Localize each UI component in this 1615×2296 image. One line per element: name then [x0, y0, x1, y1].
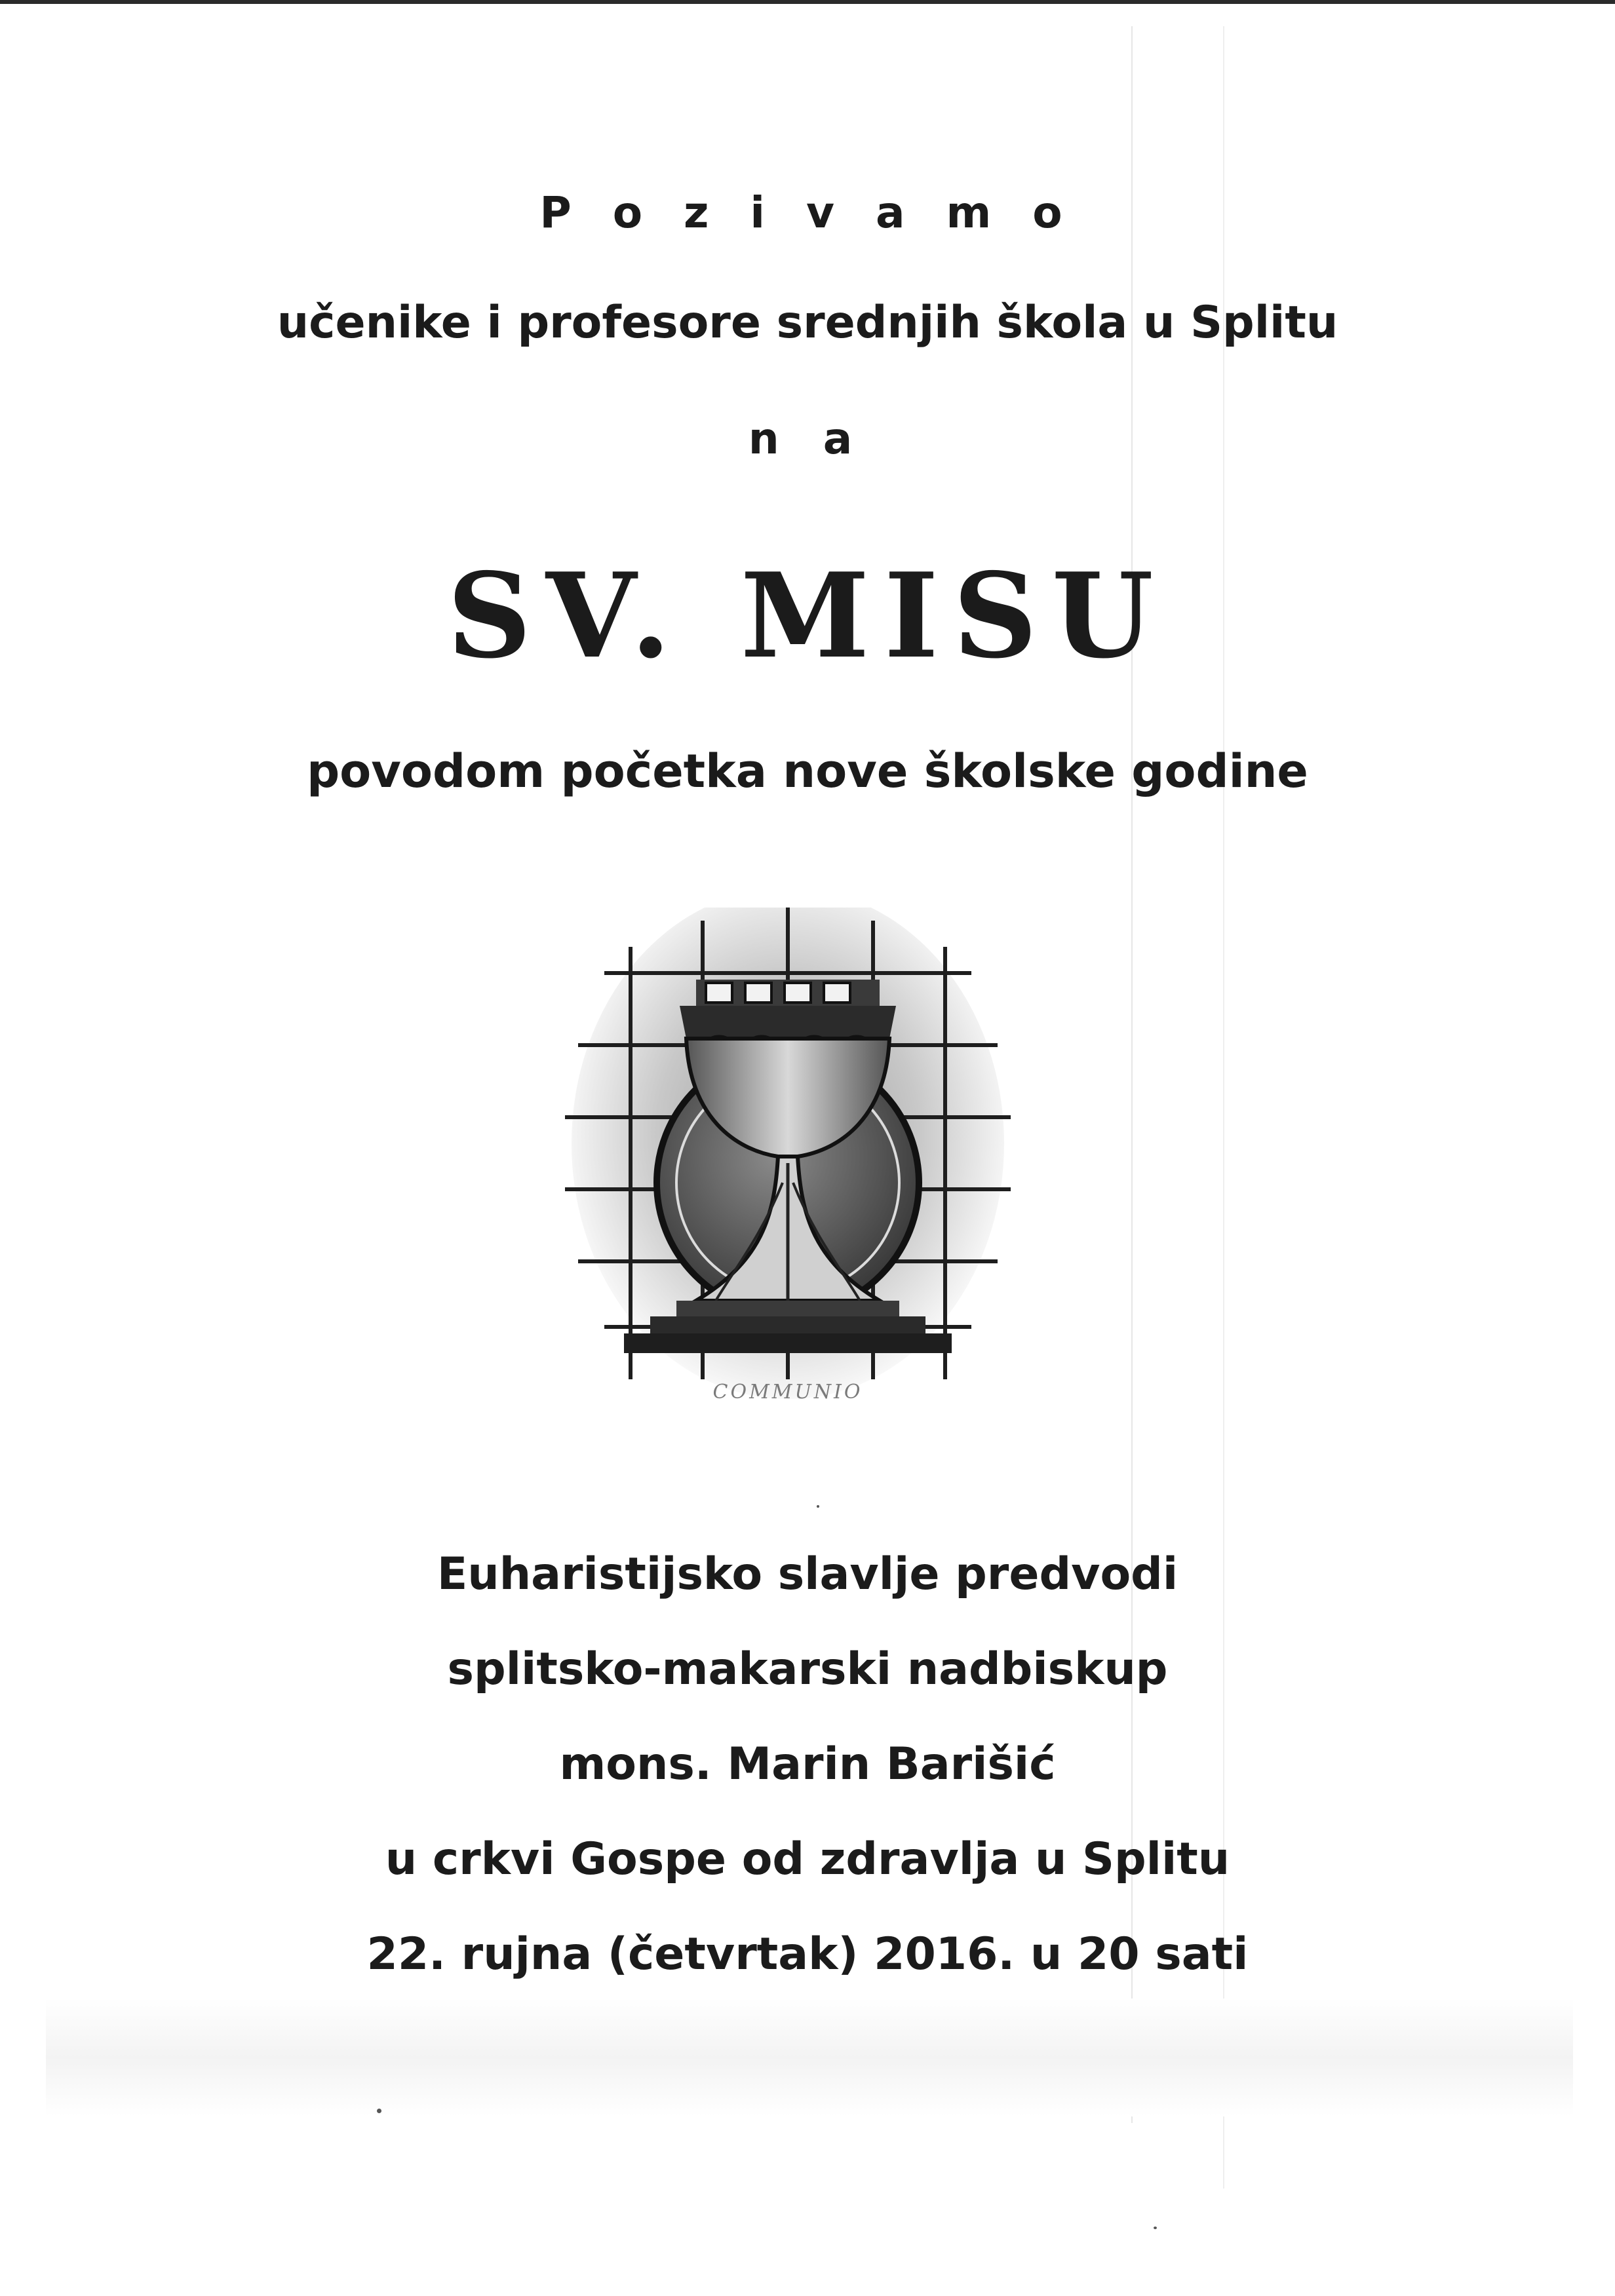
chalice-emblem: [565, 908, 1011, 1419]
scan-speck: [817, 1505, 819, 1508]
details-line-location: u crkvi Gospe od zdravlja u Splitu: [385, 1833, 1230, 1885]
scan-top-edge: [0, 0, 1615, 4]
invitation-preposition: n a: [748, 413, 867, 464]
details-line-celebrant-intro: Euharistijsko slavlje predvodi: [437, 1548, 1178, 1600]
details-line-title: splitsko-makarski nadbiskup: [447, 1643, 1168, 1695]
emblem-caption: COMMUNIO: [712, 1381, 863, 1404]
scan-speck: [377, 2109, 381, 2113]
details-line-name: mons. Marin Barišić: [559, 1738, 1056, 1790]
chalice-window-icon: [565, 908, 1011, 1419]
scan-speck: [1154, 2227, 1157, 2229]
invitation-invitees: učenike i profesore srednjih škola u Splitu: [277, 297, 1338, 349]
details-line-datetime: 22. rujna (četvrtak) 2016. u 20 sati: [366, 1928, 1249, 1980]
invitation-intro: P o z i v a m o: [539, 187, 1076, 238]
event-title: SV. MISU: [447, 547, 1168, 684]
scan-artifact-band: [46, 1999, 1573, 2116]
event-occasion: povodom početka nove školske godine: [307, 744, 1308, 798]
